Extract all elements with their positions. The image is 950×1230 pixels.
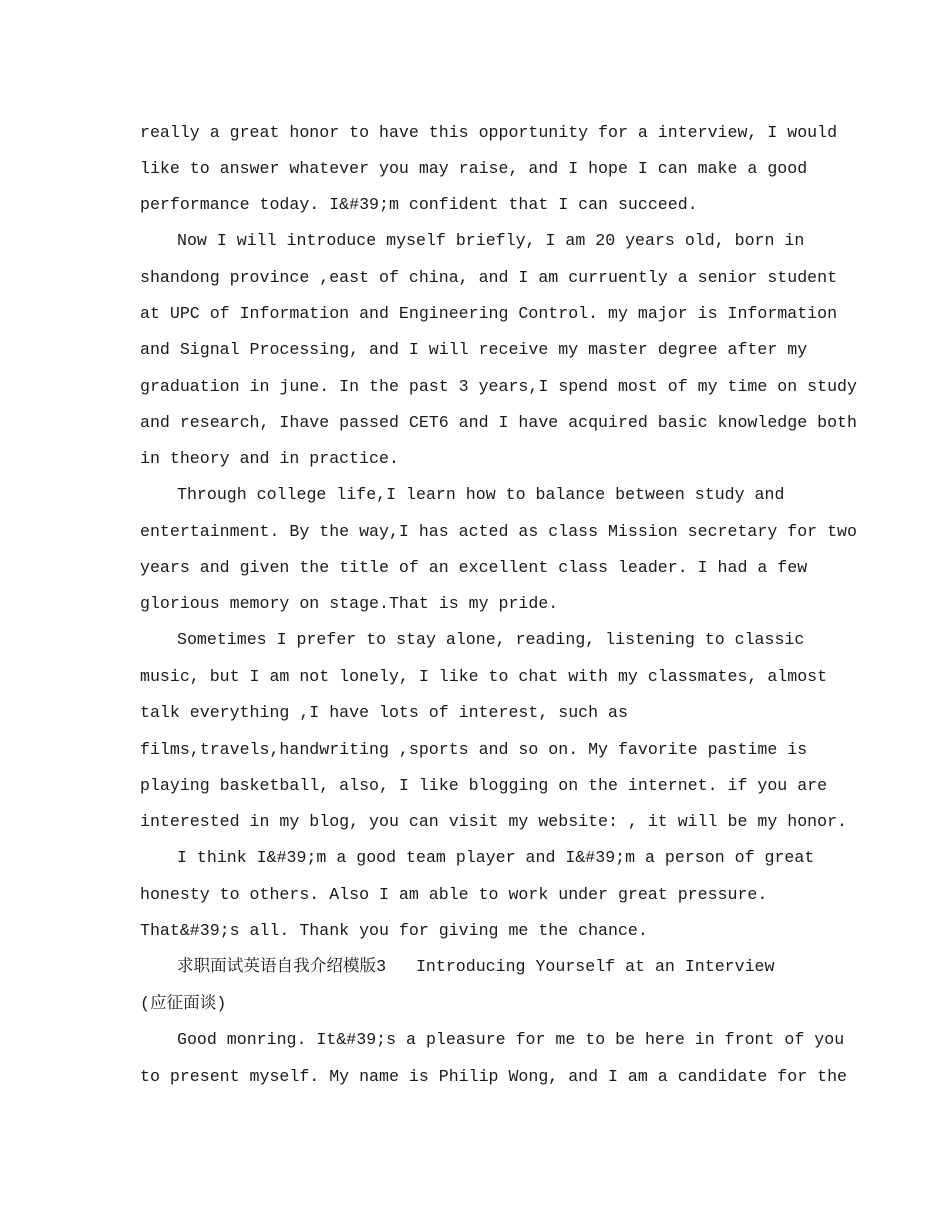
- text-line: playing basketball, also, I like blogging on the internet. if you are: [140, 776, 828, 795]
- paragraph-start-line: Sometimes I prefer to stay alone, reading, listening to classic: [177, 630, 805, 649]
- section-heading-subtitle: (应征面谈): [140, 994, 227, 1013]
- text-line: like to answer whatever you may raise, and I hope I can make a good: [140, 159, 808, 178]
- text-line: and research, Ihave passed CET6 and I have acquired basic knowledge both: [140, 413, 857, 432]
- text-line: to present myself. My name is Philip Wong, and I am a candidate for the: [140, 1067, 848, 1086]
- text-line: at UPC of Information and Engineering Control. my major is Information: [140, 304, 838, 323]
- text-line: That&#39;s all. Thank you for giving me the chance.: [140, 921, 648, 940]
- text-line: honesty to others. Also I am able to work under great pressure.: [140, 885, 768, 904]
- text-line: music, but I am not lonely, I like to chat with my classmates, almost: [140, 667, 828, 686]
- text-line: interested in my blog, you can visit my website: , it will be my honor.: [140, 812, 848, 831]
- paragraph-start-line: Now I will introduce myself briefly, I am 20 years old, born in: [177, 231, 805, 250]
- text-line: entertainment. By the way,I has acted as class Mission secretary for two: [140, 522, 857, 541]
- text-line: really a great honor to have this opportunity for a interview, I would: [140, 123, 838, 142]
- text-line: shandong province ,east of china, and I am curruently a senior student: [140, 268, 838, 287]
- text-line: talk everything ,I have lots of interest, such as: [140, 703, 628, 722]
- paragraph-start-line: Through college life,I learn how to balance between study and: [177, 485, 785, 504]
- section-heading: 求职面试英语自我介绍模版3 Introducing Yourself at an Interview: [177, 957, 775, 976]
- text-line: and Signal Processing, and I will receive my master degree after my: [140, 340, 808, 359]
- text-line: films,travels,handwriting ,sports and so on. My favorite pastime is: [140, 740, 808, 759]
- text-line: graduation in june. In the past 3 years,I spend most of my time on study: [140, 377, 857, 396]
- text-line: in theory and in practice.: [140, 449, 399, 468]
- text-line: performance today. I&#39;m confident that I can succeed.: [140, 195, 698, 214]
- paragraph-start-line: Good monring. It&#39;s a pleasure for me to be here in front of you: [177, 1030, 845, 1049]
- text-line: glorious memory on stage.That is my pride.: [140, 594, 559, 613]
- paragraph-start-line: I think I&#39;m a good team player and I&#39;m a person of great: [177, 848, 815, 867]
- text-line: years and given the title of an excellent class leader. I had a few: [140, 558, 808, 577]
